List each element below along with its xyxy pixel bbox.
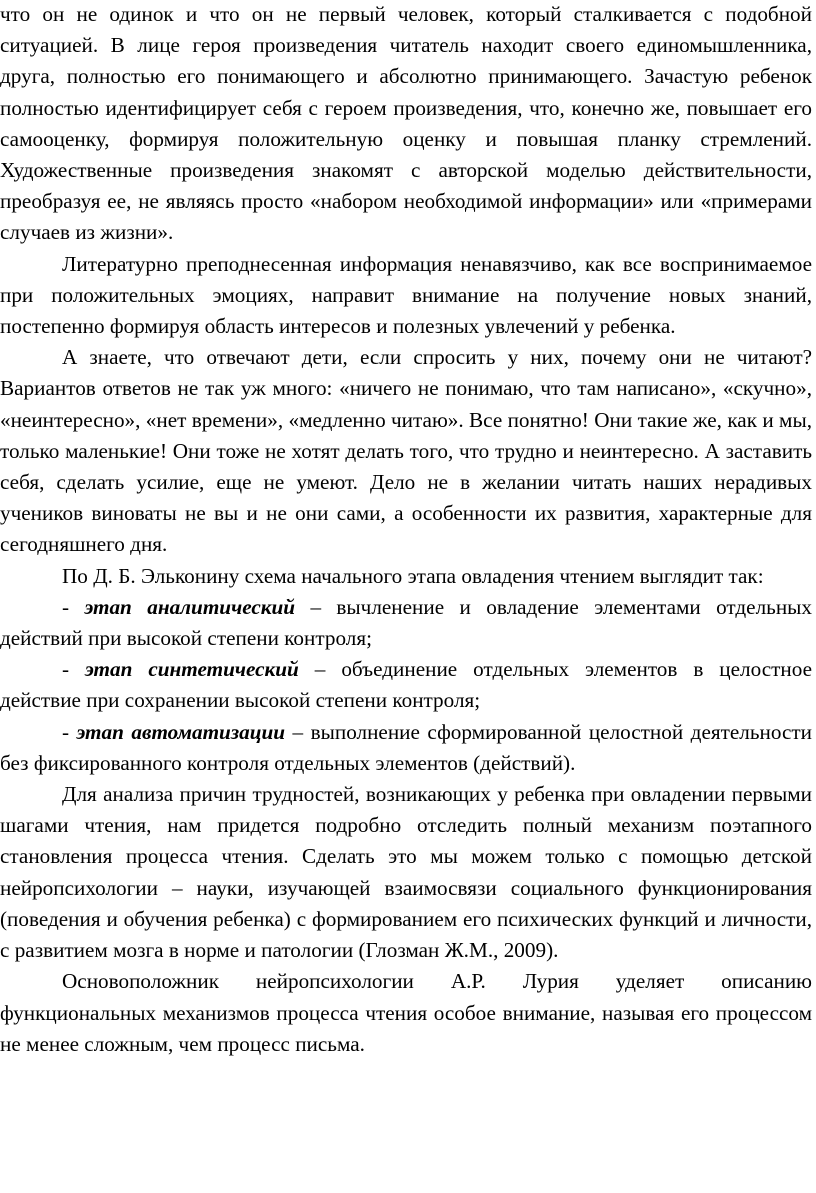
stage-prefix: - — [62, 719, 77, 744]
paragraph-luria: Основоположник нейропсихологии А.Р. Лурия уделяет описанию функциональных механизмов процесса чтения особое внимание, называя его процессом не менее сложным, чем процесс письма. — [0, 969, 812, 1056]
paragraph-literary-info: Литературно преподнесенная информация ненавязчиво, как все воспринимаемое при положительных эмоциях, направит внимание на получение новых знаний, постепенно формируя область интересов и полезных увлечений у ребенка. — [0, 251, 812, 339]
stage-term: этап синтетический — [85, 657, 299, 682]
stage-prefix: - — [62, 594, 85, 619]
stage-description: – объединение отдельных элементов в целостное действие при сохранении высокой степени контроля; — [0, 657, 812, 713]
stage-description: – выполнение сформированной целостной деятельности без фиксированного контроля отдельных элементов (действий). — [0, 719, 812, 775]
paragraph-neuropsychology: Для анализа причин трудностей, возникающих у ребенка при овладении первыми шагами чтения, нам придется подробно отследить полный механизм поэтапного становления процесса чтения. Сделать это мы можем только с помощью детской нейропсихологии – науки, изучающей взаимосвязи социального функционирования (поведения и обучения ребенка) с формированием его психических функций и личности, с развитием мозга в норме и патологии (Глозман Ж.М., 2009). — [0, 782, 812, 963]
stage-synthetic — [0, 654, 812, 716]
stage-prefix: - — [62, 657, 86, 682]
stage-term: этап аналитический — [84, 594, 296, 619]
stage-description: – вычленение и овладение элементами отдельных действий при высокой степени контроля; — [0, 594, 812, 651]
stage-term: этап автоматизации — [76, 719, 286, 744]
stage-analytic — [0, 592, 812, 654]
paragraph-why-children-dont-read: А знаете, что отвечают дети, если спросить у них, почему они не читают? Вариантов ответов не так уж много: «ничего не понимаю, что там написано», «скучно», «неинтересно», «нет времени», «медленно читаю». Все понятно! Они такие же, как и мы, только маленькие! Они тоже не хотят делать того, что трудно и неинтересно. А заставить себя, сделать усилие, еще не умеют. Дело не в желании читать наших нерадивых учеников виноваты не вы и не они сами, а особенности их развития, характерные для сегодняшнего дня. — [0, 345, 812, 557]
paragraph-continuation: что он не одинок и что он не первый человек, который сталкивается с подобной ситуацией. В лице героя произведения читатель находит своего единомышленника, друга, полностью его понимающего и абсолютно принимающего. Зачастую ребенок полностью идентифицирует себя с героем произведения, что, конечно же, повышает его самооценку, формируя положительную оценку и повышая планку стремлений. Художественные произведения знакомят с авторской моделью действительности, преобразуя ее, не являясь просто «набором необходимой информации» или «примерами случаев из жизни». — [0, 2, 812, 245]
stage-automation — [0, 717, 812, 779]
paragraph-elkonin-scheme: По Д. Б. Эльконину схема начального этапа овладения чтением выглядит так: — [62, 563, 764, 588]
